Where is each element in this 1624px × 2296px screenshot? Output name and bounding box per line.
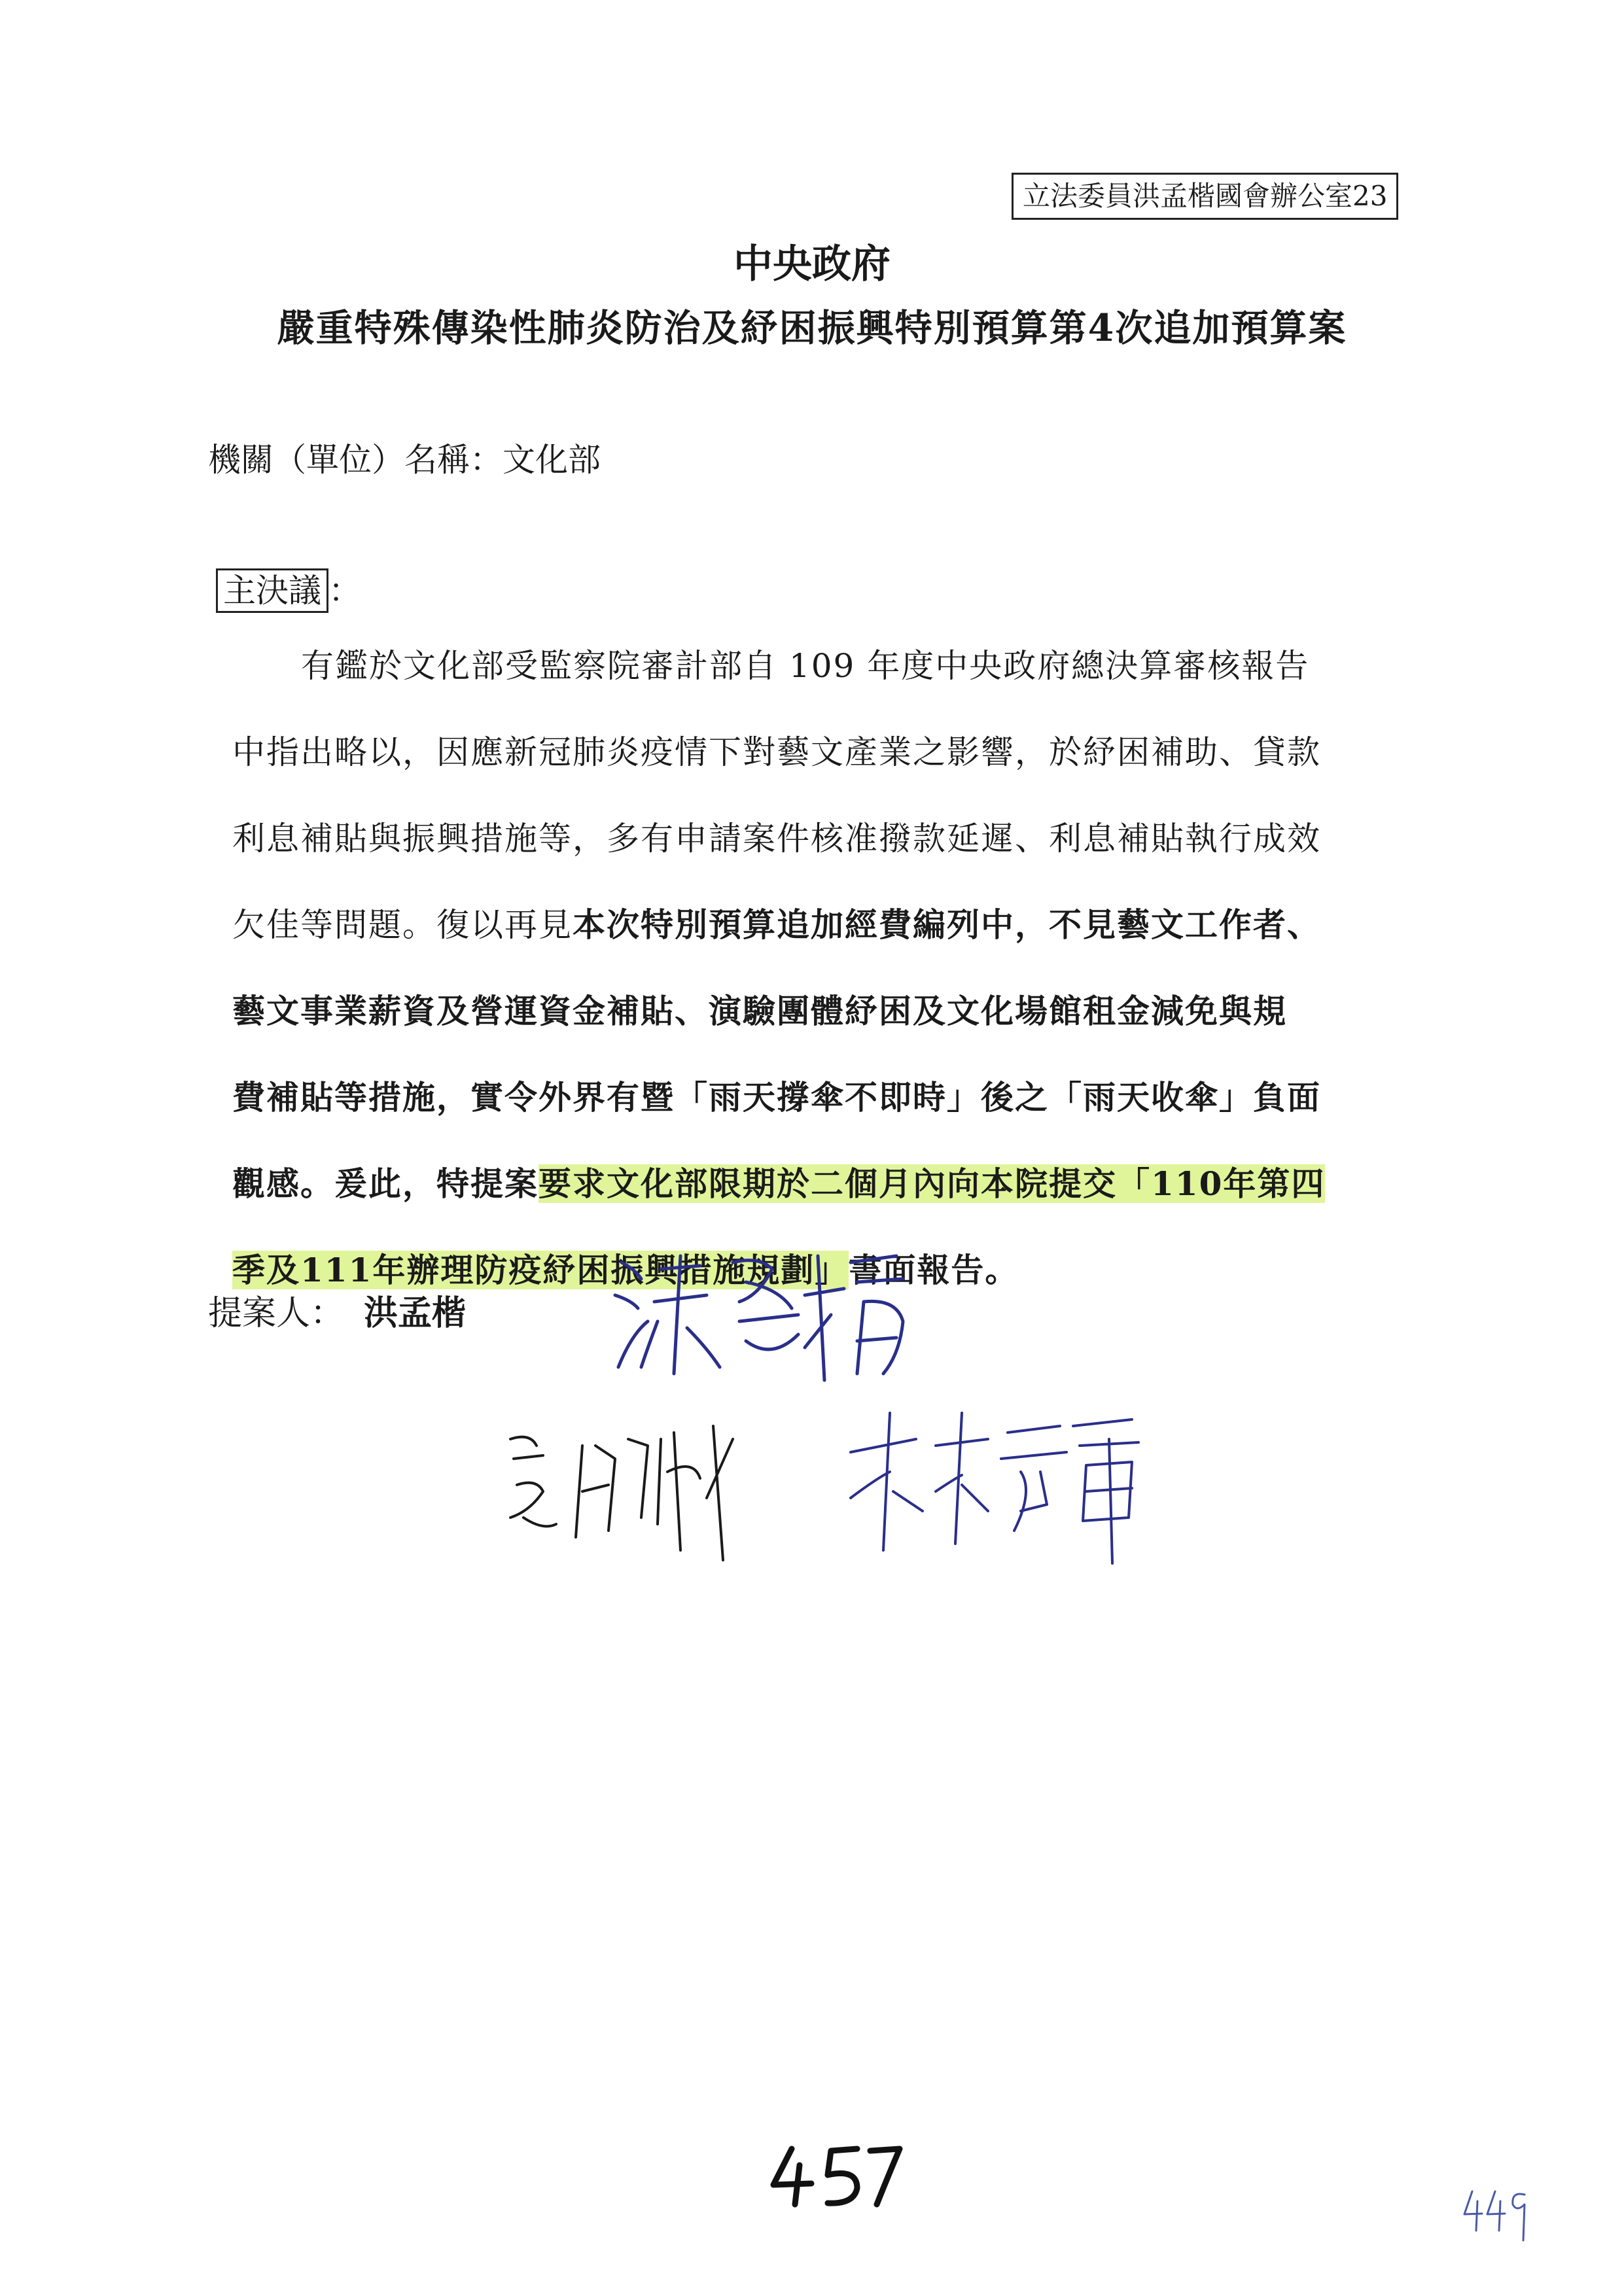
agency-label: 機關（單位）名稱：	[208, 441, 503, 479]
office-label-box	[1012, 173, 1398, 220]
body-line-7	[232, 1160, 1430, 1247]
page-number-center	[766, 2139, 909, 2214]
page-number-corner	[1459, 2185, 1531, 2246]
body-line-4	[232, 901, 1430, 988]
proposer-label: 提案人：	[208, 1294, 345, 1333]
resolution-body	[232, 642, 1430, 1333]
body-line-4-bold: 本次特別預算追加經費編列中，不見藝文工作者、	[573, 905, 1321, 944]
resolution-heading	[216, 568, 361, 614]
agency-line	[208, 437, 601, 483]
resolution-label: 主決議	[216, 568, 328, 613]
signature-3	[838, 1400, 1152, 1570]
signature-1	[609, 1243, 916, 1393]
body-line-7-pre: 觀感。爰此，特提案	[232, 1164, 538, 1203]
body-line-6: 費補貼等措施，實令外界有暨「雨天撐傘不即時」後之「雨天收傘」負面	[232, 1078, 1321, 1117]
signature-2	[497, 1419, 785, 1570]
body-line-1: 有鑑於文化部受監察院審計部自 109 年度中央政府總決算審核報告	[301, 647, 1310, 685]
office-label: 立法委員洪孟楷國會辦公室23	[1023, 180, 1388, 212]
body-line-8-post: 書面報告。	[849, 1251, 1019, 1289]
body-line-5: 藝文事業薪資及營運資金補貼、演驗團體紓困及文化場館租金減免與規	[232, 992, 1287, 1030]
body-line-4-plain: 欠佳等問題。復以再見	[232, 906, 573, 944]
page-number-center-glyphs	[766, 2139, 909, 2211]
document-title-line1: 中央政府	[733, 241, 891, 287]
body-line-3: 利息補貼與振興措施等，多有申請案件核准撥款延遲、利息補貼執行成效	[232, 820, 1321, 858]
document-title-line2: 嚴重特殊傳染性肺炎防治及紓困振興特別預算第4次追加預算案	[277, 306, 1347, 350]
proposer-name: 洪孟楷	[364, 1293, 467, 1333]
page-number-corner-glyphs	[1459, 2185, 1531, 2244]
resolution-colon: ：	[328, 572, 361, 610]
agency-name: 文化部	[503, 441, 601, 479]
body-line-8-highlight: 季及111年辦理防疫紓困振興措施規劃」	[232, 1251, 849, 1289]
body-line-2: 中指出略以，因應新冠肺炎疫情下對藝文產業之影響，於紓困補助、貸款	[232, 733, 1321, 771]
body-line-7-highlight: 要求文化部限期於二個月內向本院提交「110年第四	[538, 1164, 1326, 1203]
proposer-line	[208, 1290, 466, 1337]
